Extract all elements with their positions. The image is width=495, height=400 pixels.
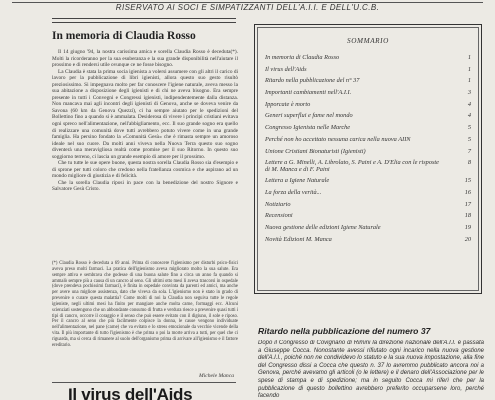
article-body-ritardo: Dopo il Congresso di Covignano di Rimini la direzione nazionale dell'A.I.I. è passata a Giuseppe Cocca. Nonostante avessi rifiutato ogni incarico nella nuova gestione dell'A.I.I., poiché non ne condividevo lo statuto e la sua nuova impostazione, alla fine del Congresso dissi a Cocca che questo n. 37 lo avremmo pubblicato ancora noi a Genova, perché avevamo gli articoli (o le lettere) e il denaro dell'Associazione per le spese di stampa e di spedizione; ma in seguito Cocca mi riferì che per la pubblicazione di questo bollettino avrebbero preferito occuparsene loro, perché facendo <box>258 340 484 400</box>
article-title-aids: Il virus dell'Aids <box>68 385 193 400</box>
toc-item-label: Novità Edizioni M. Manca <box>265 235 332 243</box>
toc-item-page: 8 <box>467 159 471 167</box>
toc-item-label: Ritardo nella pubblicazione del n° 37 <box>265 77 360 85</box>
toc-item-label: Lettera a Igiene Naturale <box>265 177 330 185</box>
article-title-ritardo: Ritardo nella pubblicazione del numero 37 <box>258 326 431 336</box>
toc-item-label: Il virus dell'Aids <box>265 65 307 73</box>
column-rule-top-inner <box>52 22 236 23</box>
toc-item-page: 20 <box>464 235 471 243</box>
article-signature: Michele Manca <box>199 373 234 379</box>
toc-item-label: Lettere a G. Minelli, A. Librolato, S. Paini e A. D'Elia con le risposte di M. Manca e di F. Paini <box>265 159 439 173</box>
toc-item[interactable] <box>265 90 471 102</box>
toc-item[interactable] <box>265 160 471 178</box>
toc-item[interactable] <box>265 202 471 214</box>
toc-item-page: 5 <box>467 124 471 132</box>
table-of-contents <box>265 55 471 248</box>
article-title-rosso: In memoria di Claudia Rosso <box>52 30 196 42</box>
toc-item-label: Congresso Igienista nelle Marche <box>265 124 351 132</box>
toc-item-label: Notiziario <box>265 200 291 208</box>
column-rule-bottom <box>52 382 236 383</box>
toc-item-label: In memoria di Claudia Rosso <box>265 54 340 61</box>
toc-item-page: 15 <box>464 177 471 185</box>
toc-item-page: 17 <box>464 200 471 208</box>
toc-item-label: Nuova gestione delle edizioni Igiene Naturale <box>265 223 381 231</box>
toc-item-page: 19 <box>464 223 471 231</box>
toc-item-page: 4 <box>467 100 471 108</box>
page-header <box>0 0 495 14</box>
left-column <box>0 15 244 400</box>
toc-item-label: Ipporcate è morto <box>265 100 311 108</box>
toc-item-page: 5 <box>467 135 471 143</box>
summary-title: SOMMARIO <box>347 37 389 45</box>
article-body-rosso <box>52 49 238 193</box>
toc-item-page: 3 <box>467 89 471 97</box>
toc-item[interactable] <box>265 225 471 237</box>
toc-item-label: Unione Cristiani Bionaturisti (Igienisti) <box>265 147 366 155</box>
header-text: RISERVATO AI SOCI E SIMPATIZZANTI DELL'A.I.I. E DELL'U.C.B. <box>115 3 380 12</box>
toc-item-page: 7 <box>467 147 471 155</box>
toc-item-page: 1 <box>467 54 471 61</box>
paragraph: La Claudia è stata la prima socia igienista a volersi assumere con gli altri il carico di lavoro per la pubblicazione di libri igienisti, allora questo suo gesto risultò preziosissimo. Si impegnava molto per far conoscere l'igiene naturale, aveva messo la sua abitazione a disposizione degli igienisti e di chi ne aveva bisogno. Era sempre presente in tutti i Convegni e Congressi igienisti, indipendentemente dalla distanza. Non mancava mai agli incontri degli igienisti di Genova, anche se doveva venire da Savona (60 km da Genova Quezzi), ci ha sempre aiutato per le spedizioni del Bollettino fino a quando si è ammalata. Desiderosa di vivere i principi cristiani evitava ogni spreco nell'alimentazione, nell'abbigliamento, ecc. Il suo grande sogno era quello di realizzare una comunità dove tutti avrebbero potuto vivere come in una grande famiglia. Ha persino fondato la «Comunità Gesù» che è rimasta sempre un amoroso ideale nel suo cuore. Da molti anni viveva nella Nuova Terra questo suo sogno diventerà una meravigliosa realtà come promise per il suo Ritorno. In questo suo soggiorno terreno, ci lascia un grande esempio di amore per il prossimo. <box>52 68 238 160</box>
toc-item-label: Generi superflui e fame nel mondo <box>265 112 353 120</box>
article-footnote: (*) Claudia Rosso è deceduta a 69 anni. Prima di conoscere l'igienismo per disturbi psico-fisici aveva preso molti farmaci. La pratica dell'igienismo aveva migliorato molto la sua salute. Era sempre attiva e sembrava che godesse di una buona salute fino a circa un anno fa quando si ammalò sempre più a causa di un cancro al seno. Gli ultimi otto mesi li aveva trascorsi in ospedale (dove prendeva pochissimi farmaci), è finita in ospedale convinta da parenti ed amici, ma anche per avere una migliore assistenza, dato che viveva da sola. L'igienismo non è stato in grado di prevenire o curare questa malattia? Come molti di noi la Claudia non seguiva tutte le regole igieniste, negli ultimi mesi ha finito per mangiare anche molta carne, formaggi ecc. Alcuni scienziati sostengono che un abbondante consumo di frutta e verdura riesce a prevenire quasi tutti i tipi di cancro, occorre il coraggio e il senso che può essere evitato con il digiuno, il sole e riposo. Per il cancro al seno che più facilmente colpisce la donna, le cause vengono individuate nell'alimentazione, nel pane (carne) che va evitato e lo stress emozionale da vecchie vicende della vita. Il più importante di tutto l'igienismo è che prima o poi la morte arriva a tutti, per quel che ci riguarda, ma si cerca di rimanere al suolo dell'organismo prima di arrivare all'igienismo e il fattore ereditario. <box>52 261 238 348</box>
toc-item-label: Perché non ho accettato nessuna carica nella nuova AIIN <box>265 135 411 143</box>
toc-item[interactable] <box>265 137 471 149</box>
toc-item-page: 1 <box>467 77 471 85</box>
summary-box <box>254 24 482 294</box>
toc-item[interactable] <box>265 55 471 67</box>
toc-item[interactable] <box>265 237 471 249</box>
toc-item-label: La forza della verità... <box>265 188 322 196</box>
toc-item-page: 18 <box>464 212 471 220</box>
paragraph: Il 14 giugno '94, la nostra carissima amica e sorella Claudia Rosso è deceduta(*). Molti la ricorderanno per la sua esuberanza e la sua grande disponibilità nell'aiutare il prossimo e di rendersi utile ovunque ce ne fosse bisogno. <box>52 49 238 69</box>
toc-item-page: 1 <box>467 65 471 73</box>
column-rule-top <box>52 18 236 19</box>
toc-item-label: Importanti cambiamenti nell'A.I.I. <box>265 89 352 97</box>
toc-item-page: 4 <box>467 112 471 120</box>
toc-item-label: Recensioni <box>265 212 293 220</box>
paragraph: Che la sorella Claudia riposi in pace con la benedizione del nostro Signore e Salvatore Gesù Cristo. <box>52 179 238 193</box>
toc-item-page: 16 <box>464 188 471 196</box>
paragraph: Che tu tutte le sue opere buone, questa nostra sorella Claudia Rosso sia d'esempio e di sprone per tutti coloro che credono nella fratellanza cosmica e che aspirano ad un mondo migliore di giustizia e di felicità. <box>52 160 238 180</box>
toc-item[interactable] <box>265 190 471 202</box>
